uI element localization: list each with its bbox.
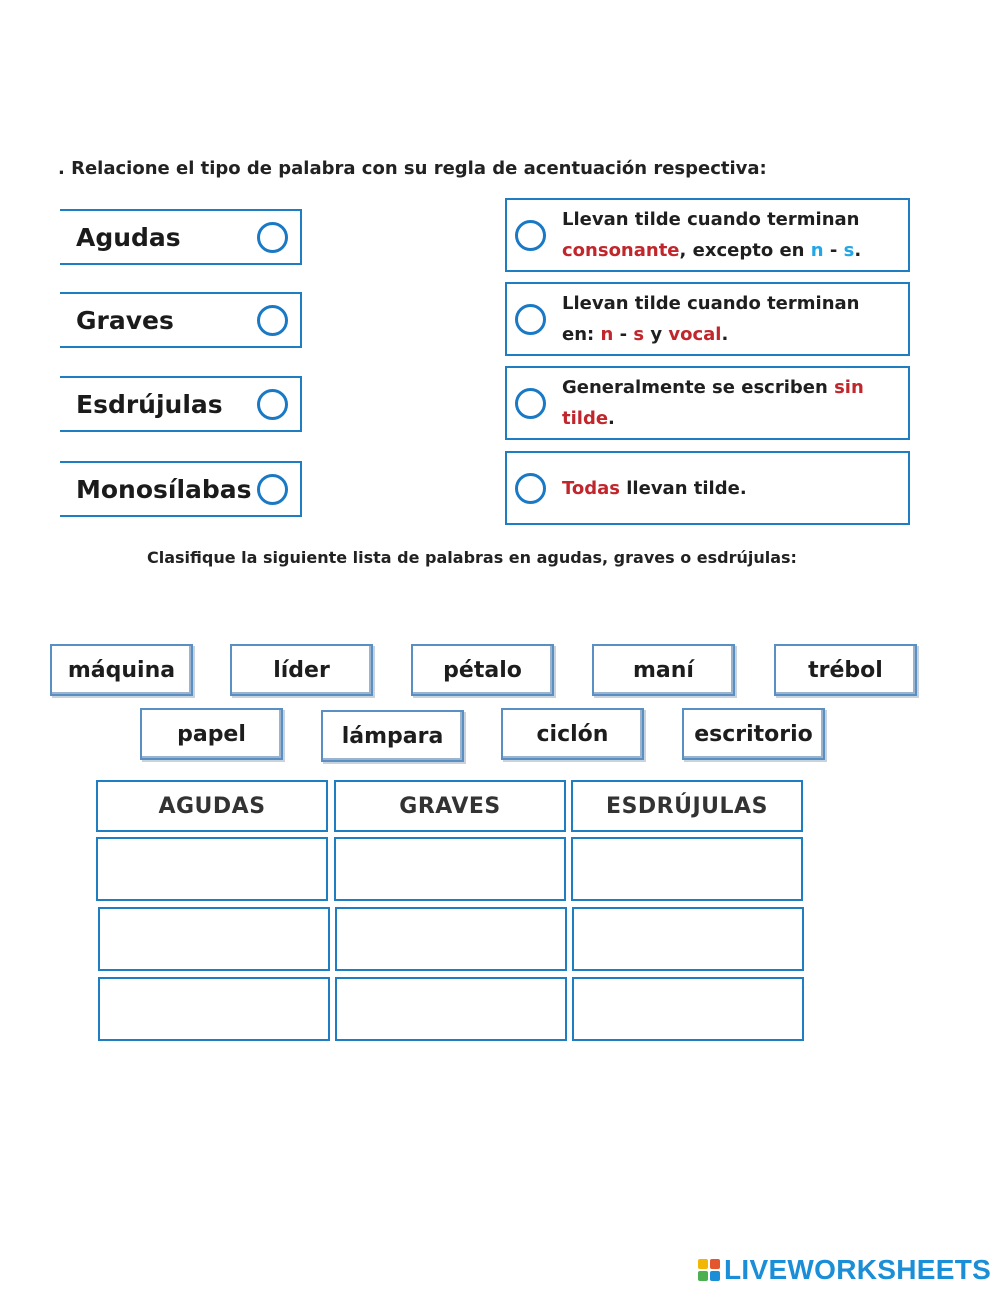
table-header-agudas: AGUDAS [96, 780, 328, 832]
type-label: Esdrújulas [76, 389, 223, 419]
drop-cell-graves-2[interactable] [335, 907, 567, 971]
rule-text-2: Llevan tilde cuando terminan en: n - s y vocal. [562, 293, 860, 345]
match-point-monosilabas[interactable] [257, 474, 288, 505]
logo-text: LIVEWORKSHEETS [724, 1254, 992, 1285]
rule-box-2 [505, 282, 910, 356]
word-chip[interactable]: pétalo [411, 644, 554, 696]
logo-mark-icon [698, 1259, 720, 1281]
type-label: Graves [76, 305, 174, 335]
word-chip[interactable]: maní [592, 644, 735, 696]
type-box-graves [60, 292, 302, 348]
drop-cell-esdrujulas-2[interactable] [572, 907, 804, 971]
table-header-esdrujulas: ESDRÚJULAS [571, 780, 803, 832]
rule-text-3: Generalmente se escriben sin tilde. [562, 377, 864, 429]
match-point-rule-1[interactable] [515, 220, 546, 251]
instruction-classify: Clasifique la siguiente lista de palabras en agudas, graves o esdrújulas: [147, 548, 797, 567]
drop-cell-graves-3[interactable] [335, 977, 567, 1041]
liveworksheets-logo [698, 1254, 991, 1286]
drop-cell-esdrujulas-1[interactable] [571, 837, 803, 901]
word-chip[interactable]: papel [140, 708, 283, 760]
rule-text-1: Llevan tilde cuando terminan consonante, excepto en n - s. [562, 209, 862, 261]
word-chip[interactable]: líder [230, 644, 373, 696]
match-point-graves[interactable] [257, 305, 288, 336]
match-point-rule-3[interactable] [515, 388, 546, 419]
drop-cell-graves-1[interactable] [334, 837, 566, 901]
word-chip[interactable]: ciclón [501, 708, 644, 760]
word-chip[interactable]: máquina [50, 644, 193, 696]
type-box-esdrujulas [60, 376, 302, 432]
match-point-rule-2[interactable] [515, 304, 546, 335]
rule-box-4 [505, 451, 910, 525]
type-label: Monosílabas [76, 474, 252, 504]
word-chip[interactable]: trébol [774, 644, 917, 696]
drop-cell-agudas-2[interactable] [98, 907, 330, 971]
rule-box-1 [505, 198, 910, 272]
rule-text-4: Todas llevan tilde. [562, 477, 747, 499]
word-chip[interactable]: lámpara [321, 710, 464, 762]
type-label: Agudas [76, 222, 181, 252]
match-point-rule-4[interactable] [515, 473, 546, 504]
rule-box-3 [505, 366, 910, 440]
match-point-esdrujulas[interactable] [257, 389, 288, 420]
match-point-agudas[interactable] [257, 222, 288, 253]
table-header-graves: GRAVES [334, 780, 566, 832]
drop-cell-agudas-1[interactable] [96, 837, 328, 901]
word-chip[interactable]: escritorio [682, 708, 825, 760]
type-box-agudas [60, 209, 302, 265]
instruction-match: . Relacione el tipo de palabra con su regla de acentuación respectiva: [58, 158, 767, 179]
type-box-monosilabas [60, 461, 302, 517]
drop-cell-esdrujulas-3[interactable] [572, 977, 804, 1041]
drop-cell-agudas-3[interactable] [98, 977, 330, 1041]
